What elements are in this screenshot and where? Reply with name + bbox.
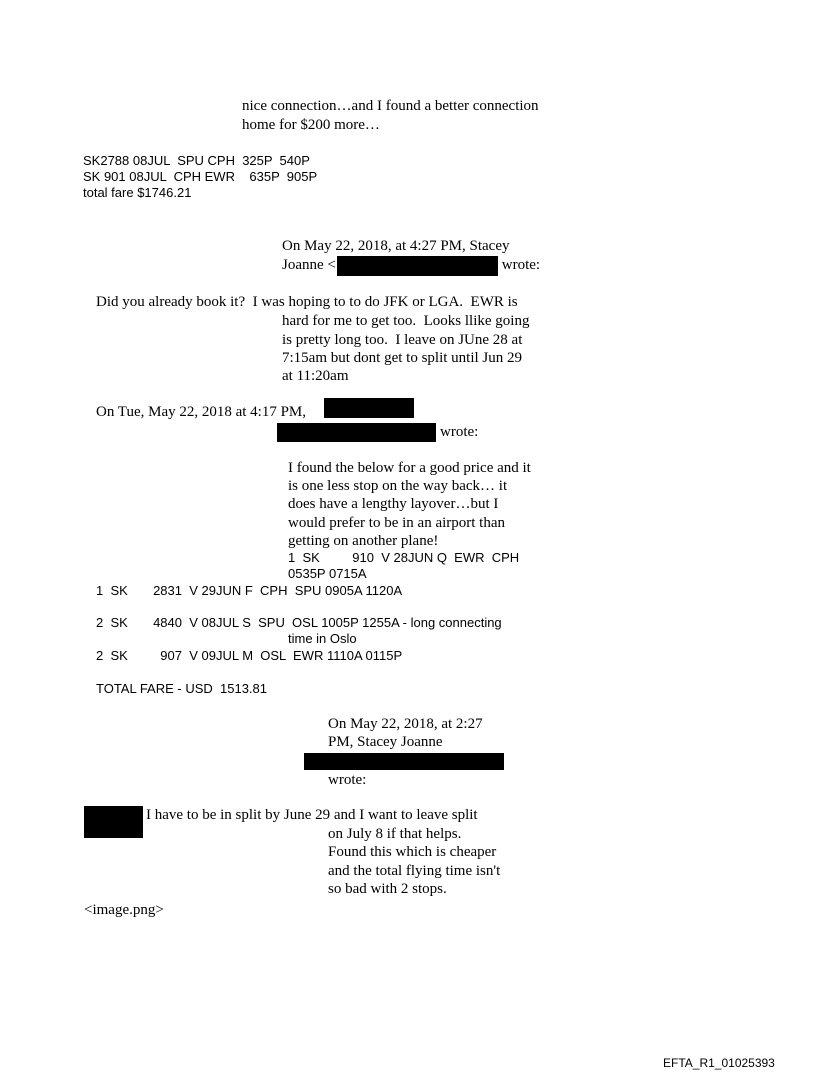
itinerary-2-seg-4: 2 SK 907 V 09JUL M OSL EWR 1110A 0115P	[96, 648, 403, 663]
message-3-line-4: and the total flying time isn't	[328, 863, 501, 879]
redaction-bar	[277, 423, 436, 442]
itinerary-1-fare: total fare $1746.21	[83, 185, 192, 200]
message-3-line-3: Found this which is cheaper	[328, 844, 497, 860]
itinerary-2-seg-1-times: 0535P 0715A	[288, 566, 367, 581]
itinerary-2-seg-2: 1 SK 2831 V 29JUN F CPH SPU 0905A 1120A	[96, 583, 403, 598]
itinerary-2-seg-1: 1 SK 910 V 28JUN Q EWR CPH	[288, 550, 520, 565]
attachment-placeholder: <image.png>	[84, 902, 164, 918]
redaction-bar	[324, 398, 414, 418]
document-id: EFTA_R1_01025393	[663, 1056, 775, 1070]
message-2-line-3: does have a lengthy layover…but I	[288, 496, 499, 512]
reply-1-line-5: at 11:20am	[282, 368, 349, 384]
intro-line-1: nice connection…and I found a better connection	[242, 98, 539, 114]
redaction-bar	[304, 753, 504, 770]
itinerary-2-seg-3: 2 SK 4840 V 08JUL S SPU OSL 1005P 1255A - long connecting	[96, 615, 502, 630]
quote-2-line-1: On Tue, May 22, 2018 at 4:17 PM,	[96, 404, 307, 420]
quote-1-wrote: wrote:	[498, 257, 541, 273]
reply-1-line-2: hard for me to get too. Looks llike going	[282, 313, 530, 329]
redaction-bar	[337, 256, 498, 276]
reply-1-line-3: is pretty long too. I leave on JUne 28 at	[282, 332, 523, 348]
message-3-line-1: I have to be in split by June 29 and I want to leave split	[146, 807, 478, 823]
message-3-line-5: so bad with 2 stops.	[328, 881, 447, 897]
quote-2-wrote: wrote:	[440, 424, 479, 440]
message-2-line-5: getting on another plane!	[288, 533, 439, 549]
redaction-bar	[84, 806, 143, 838]
reply-1-line-4: 7:15am but dont get to split until Jun 29	[282, 350, 522, 366]
reply-1-line-1: Did you already book it? I was hoping to to do JFK or LGA. EWR is	[96, 294, 518, 310]
quote-1-line-1: On May 22, 2018, at 4:27 PM, Stacey	[282, 238, 510, 254]
itinerary-2-seg-3-note: time in Oslo	[288, 631, 357, 646]
quote-3-line-1: On May 22, 2018, at 2:27	[328, 716, 483, 732]
quote-1-prefix: Joanne <	[282, 257, 336, 273]
quote-3-wrote: wrote:	[328, 772, 367, 788]
message-3-line-2: on July 8 if that helps.	[328, 826, 462, 842]
intro-line-2: home for $200 more…	[242, 117, 380, 133]
itinerary-1-line-1: SK2788 08JUL SPU CPH 325P 540P	[83, 153, 310, 168]
message-2-line-1: I found the below for a good price and it	[288, 460, 531, 476]
quote-3-line-2: PM, Stacey Joanne	[328, 734, 443, 750]
message-2-line-4: would prefer to be in an airport than	[288, 515, 506, 531]
itinerary-2-total: TOTAL FARE - USD 1513.81	[96, 681, 267, 696]
message-2-line-2: is one less stop on the way back… it	[288, 478, 508, 494]
itinerary-1-line-2: SK 901 08JUL CPH EWR 635P 905P	[83, 169, 318, 184]
